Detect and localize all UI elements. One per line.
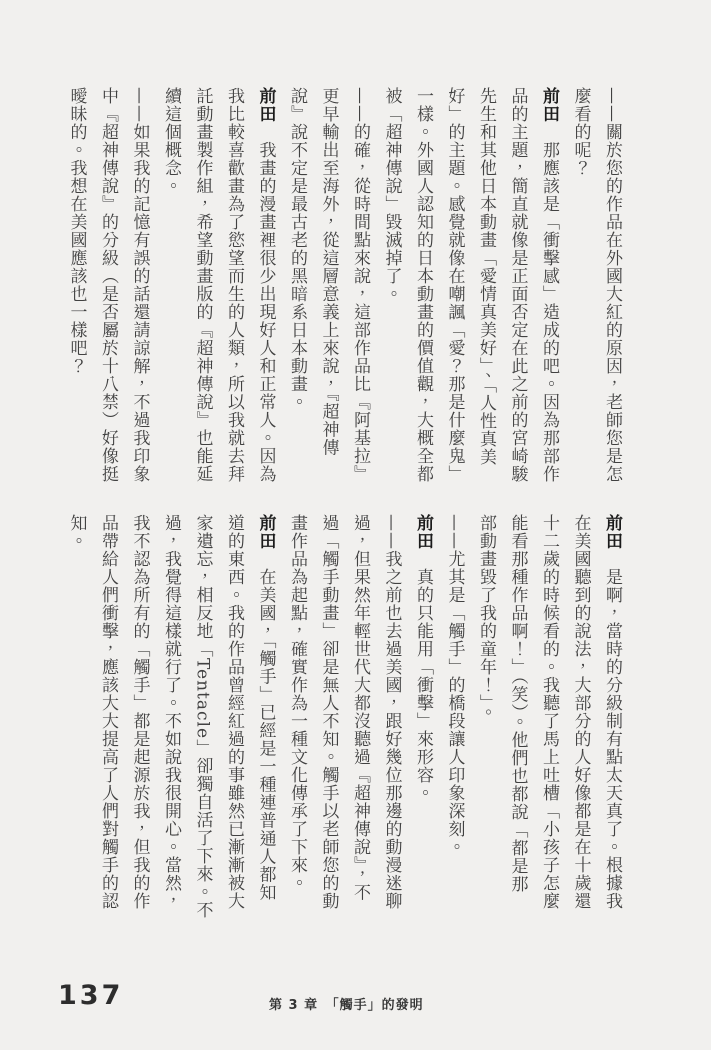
text-run: 中『超神傳說』的分級（是否屬於十八禁）好像挺 — [98, 87, 118, 483]
text-column — [312, 87, 344, 489]
text-column — [470, 514, 502, 916]
text-run: ——如果我的記憶有誤的話還請諒解，不過我印象 — [129, 87, 150, 483]
text-column — [375, 514, 407, 916]
text-column — [92, 87, 124, 489]
text-column — [155, 87, 187, 489]
text-column — [312, 514, 344, 916]
interview-text-block-bottom — [60, 514, 627, 920]
text-run: 更早輸出至海外，從這層意義上來說，『超神傳 — [318, 87, 339, 457]
text-column — [60, 514, 92, 916]
text-column — [438, 87, 470, 489]
text-run: 品的主題，簡直就像是正面否定在此之前的宮崎駿 — [507, 87, 528, 483]
chapter-title: 第 3 章 「觸手」的發明 — [269, 998, 424, 1013]
text-column — [60, 87, 92, 489]
text-column — [281, 514, 313, 916]
text-run: 十二歲的時候看的。我聽了馬上吐槽「小孩子怎麼 — [539, 514, 559, 910]
text-column — [533, 87, 565, 489]
text-run: 在美國，「觸手」已經是一種連普通人都知 — [255, 550, 276, 902]
text-column — [407, 87, 439, 489]
text-column — [470, 87, 502, 489]
page-number: 137 — [58, 980, 124, 1011]
text-column — [249, 87, 281, 489]
text-column — [281, 87, 313, 489]
text-column — [344, 87, 376, 489]
interview-text-block-top — [60, 87, 627, 489]
text-column — [375, 87, 407, 489]
speaker-name: 前田 — [255, 514, 276, 550]
text-run: 在美國聽到的說法，大部分的人好像都是在十歲還 — [570, 514, 591, 910]
text-run: 被「超神傳說」毀滅掉了。 — [381, 87, 402, 303]
text-run: 是啊，當時的分級制有點太天真了。根據我 — [602, 550, 622, 910]
text-column — [501, 514, 533, 916]
text-column — [186, 87, 218, 489]
text-column — [186, 514, 218, 920]
text-run: 知。 — [66, 514, 87, 550]
text-run: Tentacle — [192, 658, 213, 740]
text-run: 畫作品為起點，確實作為一種文化傳承了下來。 — [287, 514, 307, 892]
text-column — [218, 514, 250, 916]
text-column — [155, 514, 187, 916]
text-run: 過，但果然年輕世代大都沒聽過『超神傳說』，不 — [350, 514, 370, 902]
speaker-name: 前田 — [602, 514, 622, 550]
text-run: 好」的主題。感覺就像在嘲諷「愛？那是什麼鬼」 — [444, 87, 465, 483]
text-run: 那應該是「衝擊感」造成的吧。因為那部作 — [539, 123, 559, 483]
text-run: 續這個概念。 — [161, 87, 181, 195]
text-run: 說』說不定是最古老的黑暗系日本動畫。 — [287, 87, 307, 411]
text-column — [564, 87, 596, 489]
text-column — [249, 514, 281, 916]
speaker-name: 前田 — [539, 87, 559, 123]
text-column — [596, 87, 628, 489]
text-run: ——關於您的作品在外國大紅的原因，老師您是怎 — [602, 87, 622, 483]
text-run: ——我之前也去過美國，跟好幾位那邊的動漫迷聊 — [381, 514, 402, 910]
text-column — [564, 514, 596, 916]
text-run: 託動畫製作組，希望動畫版的『超神傳說』也能延 — [192, 87, 213, 483]
text-column — [438, 514, 470, 916]
text-run: ——尤其是「觸手」的橋段讓人印象深刻。 — [444, 514, 465, 856]
text-run: 一樣。外國人認知的日本動畫的價值觀，大概全都 — [413, 87, 433, 483]
text-run: 我比較喜歡畫為了慾望而生的人類，所以我就去拜 — [224, 87, 244, 483]
text-run: 過「觸手動畫」卻是無人不知。觸手以老師您的動 — [318, 514, 339, 910]
text-column — [344, 514, 376, 916]
text-run: 部動畫毀了我的童年！」。 — [476, 514, 496, 722]
text-run: ——的確，從時間點來說，這部作品比『阿基拉』 — [350, 87, 370, 483]
text-column — [596, 514, 628, 916]
text-run: 品帶給人們衝擊，應該大大提高了人們對觸手的認 — [98, 514, 118, 910]
text-run: 麼看的呢？ — [570, 87, 591, 177]
text-column — [218, 87, 250, 489]
text-run: 真的只能用「衝擊」來形容。 — [413, 550, 433, 802]
text-run: 曖昧的。我想在美國應該也一樣吧？ — [66, 87, 87, 375]
text-run: 我不認為所有的「觸手」都是起源於我，但我的作 — [129, 514, 150, 910]
text-column — [123, 87, 155, 489]
text-column — [123, 514, 155, 916]
text-run: 我畫的漫畫裡很少出現好人和正常人。因為 — [255, 123, 276, 483]
text-run: 過，我覺得這樣就行了。不如說我很開心。當然， — [161, 514, 181, 910]
text-column — [501, 87, 533, 489]
text-column — [92, 514, 124, 916]
text-run: 」卻獨自活了下來。不 — [192, 739, 213, 920]
text-run: 家遺忘，相反地「 — [192, 514, 213, 658]
text-run: 道的東西。我的作品曾經紅過的事雖然已漸漸被大 — [224, 514, 244, 910]
speaker-name: 前田 — [413, 514, 433, 550]
text-run: 先生和其他日本動畫「愛情真美好」、「人性真美 — [476, 87, 496, 466]
text-column — [407, 514, 439, 916]
speaker-name: 前田 — [255, 87, 276, 123]
text-column — [533, 514, 565, 916]
text-run: 能看那種作品啊！」（笑）。他們也都說「都是那 — [507, 514, 528, 893]
